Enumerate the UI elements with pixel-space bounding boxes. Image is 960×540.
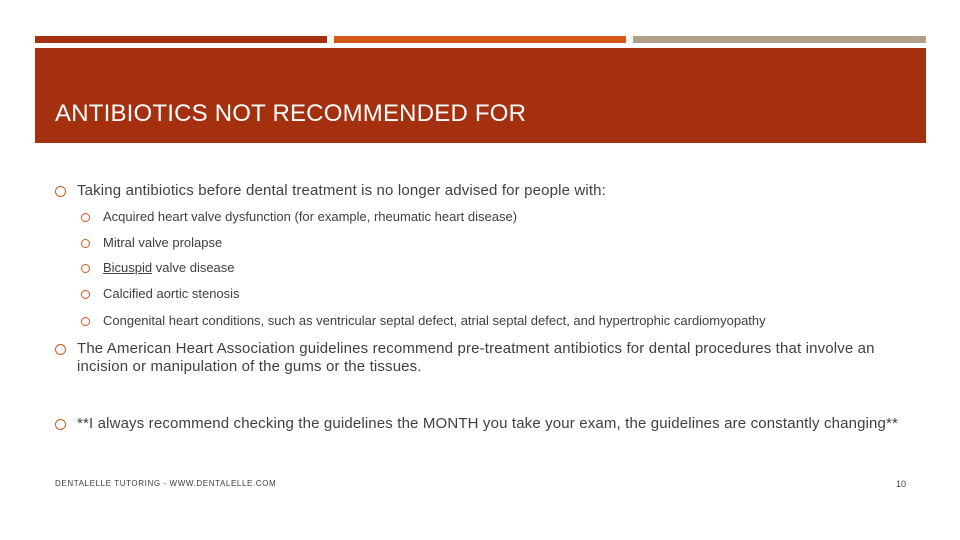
circle-bullet-icon [81,264,90,273]
circle-bullet-icon [81,239,90,248]
bullet-text: Taking antibiotics before dental treatment is no longer advised for people with: [77,182,606,199]
bullet-recommendation [55,415,915,433]
sub-bullet-text: Acquired heart valve dysfunction (for example, rheumatic heart disease) [103,209,518,224]
slide-footer: DENTALELLE TUTORING - WWW.DENTALELLE.COM [55,479,277,488]
accent-bar-1 [35,36,327,43]
circle-bullet-icon [81,317,90,326]
accent-bar-2 [334,36,626,43]
bullet-text: The American Heart Association guidelines recommend pre-treatment antibiotics for dental procedures that involve an incision or manipulation of the gums or the tissues. [77,340,875,375]
sub-bullet-mitral-prolapse [81,235,911,251]
circle-bullet-icon [55,186,66,197]
circle-bullet-icon [55,419,66,430]
title-band [35,48,926,143]
sub-bullet-text: Mitral valve prolapse [103,235,223,250]
bullet-intro [55,182,915,200]
sub-bullet-text [103,260,235,276]
sub-bullet-congenital [81,313,911,329]
accent-bar-3 [633,36,926,43]
underlined-term: Bicuspid [103,260,153,275]
slide-title: ANTIBIOTICS NOT RECOMMENDED FOR [55,100,527,127]
bullet-text: **I always recommend checking the guidelines the MONTH you take your exam, the guidelines are constantly changing** [77,415,899,432]
sub-bullet-text: Congenital heart conditions, such as ventricular septal defect, atrial septal defect, and hypertrophic cardiomyopathy [103,313,766,328]
sub-bullet-text-rest: valve disease [152,260,235,275]
sub-bullet-aortic-stenosis [81,286,911,302]
circle-bullet-icon [81,213,90,222]
circle-bullet-icon [55,344,66,355]
bullet-aha-guidelines [55,340,915,376]
page-number: 10 [895,479,906,489]
circle-bullet-icon [81,290,90,299]
sub-bullet-bicuspid [81,260,911,276]
sub-bullet-acquired-valve [81,209,911,225]
sub-bullet-text: Calcified aortic stenosis [103,286,240,301]
